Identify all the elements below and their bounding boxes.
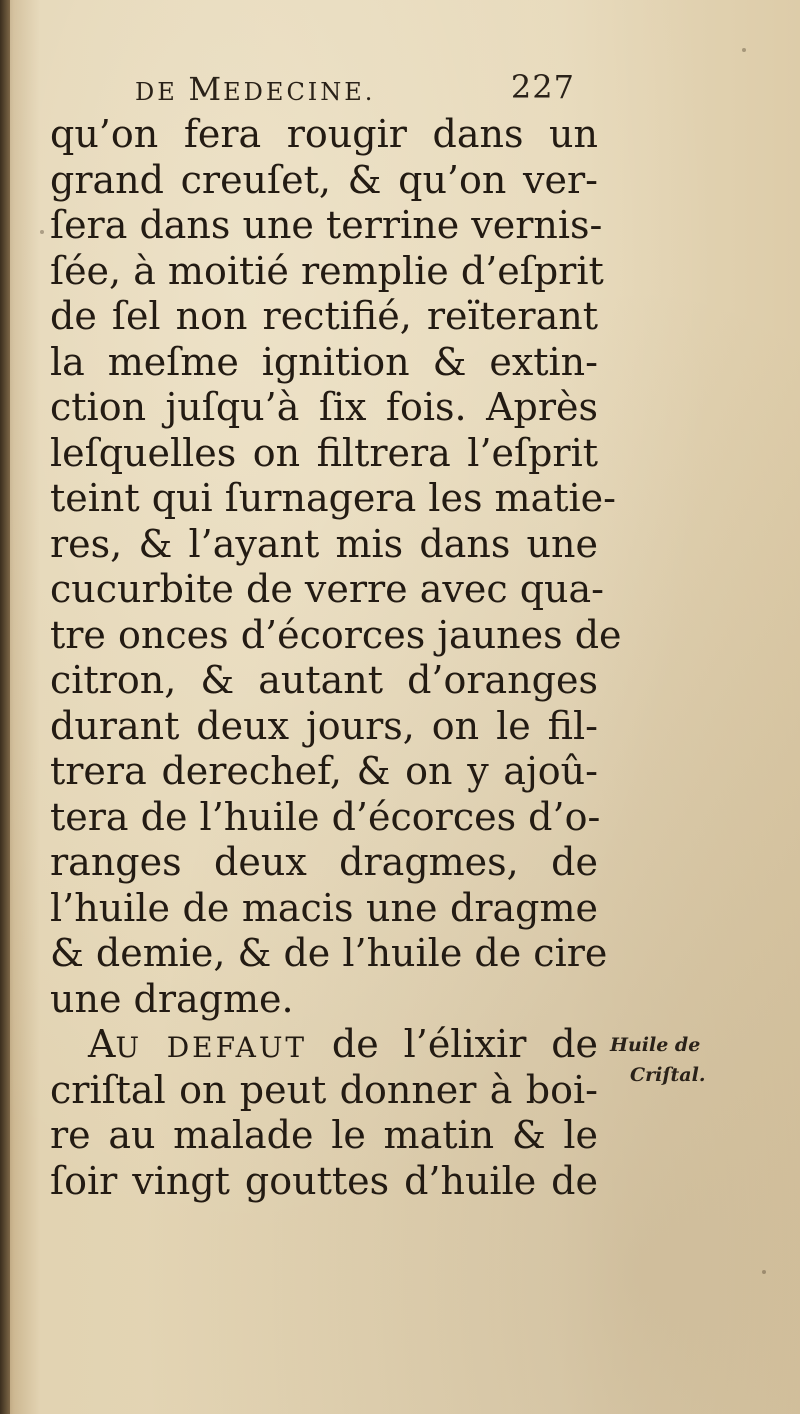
running-head: [135, 70, 375, 108]
running-head-prefix: DE: [135, 78, 189, 106]
text-line: tre onces d’écorces jaunes de: [50, 612, 622, 657]
text-line: tera de l’huile d’écorces d’o-: [50, 794, 601, 839]
text-line: res, & l’ayant mis dans une: [50, 521, 598, 566]
text-line: cucurbite de verre avec qua-: [50, 567, 605, 611]
marginal-note-line1: Huile de: [610, 1034, 701, 1056]
text-line: criſtal on peut donner à boi-: [50, 1067, 598, 1112]
text-line: & demie, & de l’huile de cire: [50, 931, 608, 975]
text-line: ſera dans une terrine vernis-: [50, 203, 603, 247]
text-line: l’huile de macis une dragme: [50, 885, 598, 930]
text-line: une dragme.: [50, 976, 294, 1021]
marginal-note-line2: Criſtal.: [630, 1064, 706, 1086]
paper-speck: [742, 48, 746, 52]
paper-speck: [762, 1270, 766, 1274]
page-header: [135, 62, 575, 112]
text-line: de ſel non rectifié, reïterant: [50, 294, 598, 338]
paper-speck: [40, 230, 44, 234]
book-gutter: [0, 0, 10, 1414]
text-line: la meſme ignition & extin-: [50, 339, 598, 384]
text-line: ſoir vingt gouttes d’huile de: [50, 1158, 598, 1203]
paragraph2-line1-rest: de l’élixir de: [307, 1022, 599, 1066]
text-line: ction juſqu’à ſix fois. Après: [50, 385, 598, 429]
paragraph2-smallcaps: U DEFAUT: [115, 1031, 308, 1064]
text-line: trera derechef, & on y ajoû-: [50, 749, 598, 793]
page-number: 227: [510, 68, 575, 106]
text-line: qu’on fera rougir dans un: [50, 112, 598, 156]
paragraph2-initial: A: [88, 1022, 116, 1066]
running-head-rest: EDECINE.: [223, 78, 376, 106]
text-line: durant deux jours, on le fil-: [50, 703, 598, 748]
text-line: ſée, à moitié remplie d’eſprit: [50, 248, 604, 293]
text-line: citron, & autant d’oranges: [50, 658, 598, 702]
text-line: grand creuſet, & qu’on ver-: [50, 157, 598, 202]
text-line: re au malade le matin & le: [50, 1113, 598, 1157]
paragraph2-first-line: [50, 1022, 598, 1068]
text-line: leſquelles on filtrera l’eſprit: [50, 430, 598, 475]
running-head-initial: M: [188, 70, 224, 108]
main-text: [50, 112, 622, 1204]
text-line: ranges deux dragmes, de: [50, 840, 598, 884]
text-line: teint qui ſurnagera les matie-: [50, 476, 616, 520]
marginal-note: [610, 1030, 740, 1090]
